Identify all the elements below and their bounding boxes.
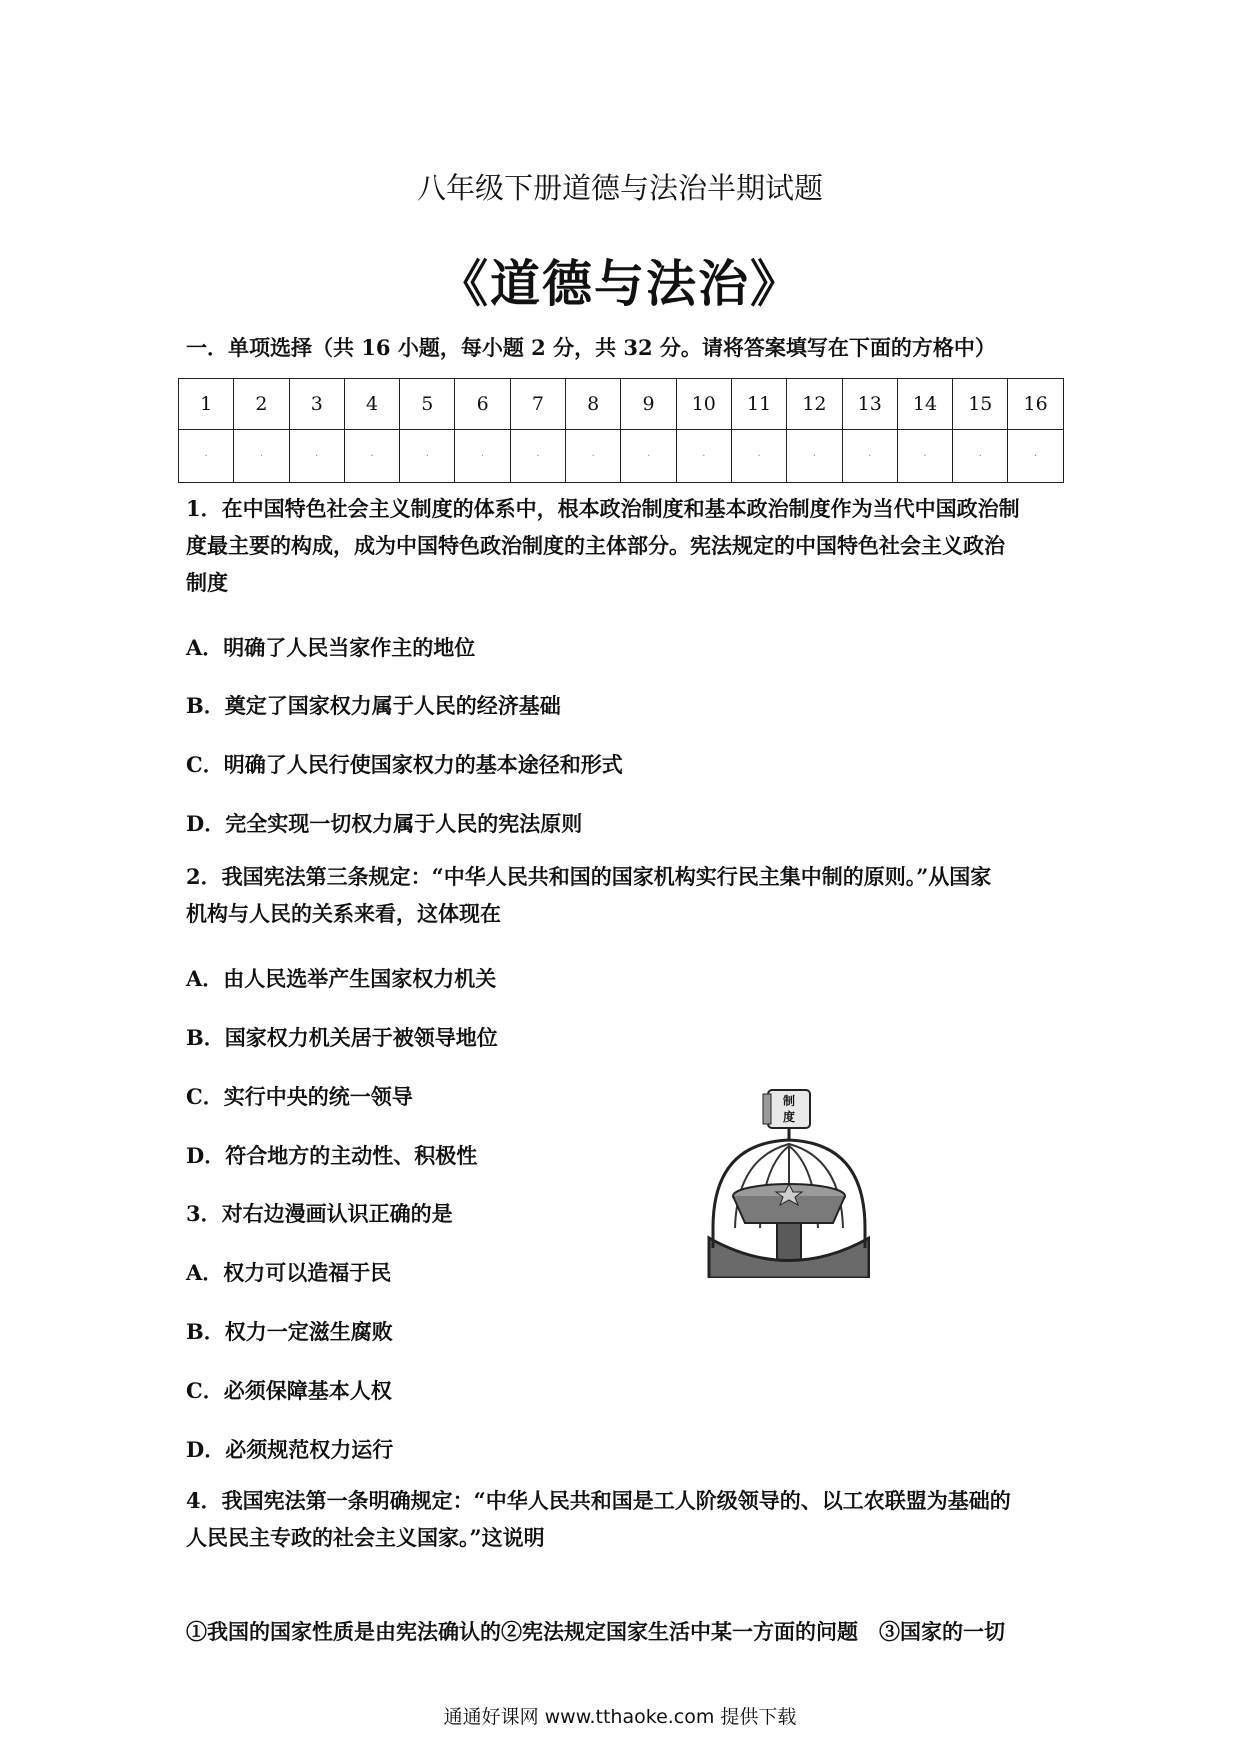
question-3-stem: 3．对右边漫画认识正确的是 xyxy=(186,1201,453,1226)
stem-line: 制度 xyxy=(186,570,228,595)
exam-subtitle: 八年级下册道德与法治半期试题 xyxy=(416,171,823,205)
stem-line: 人民民主专政的社会主义国家。”这说明 xyxy=(186,1525,545,1550)
stem-line: 度最主要的构成，成为中国特色政治制度的主体部分。宪法规定的中国特色社会主义政治 xyxy=(186,533,1005,558)
answer-blank-cell[interactable]: · xyxy=(510,430,565,483)
stem-line: 机构与人民的关系来看，这体现在 xyxy=(186,901,501,926)
answer-number-cell: 12 xyxy=(787,379,842,430)
question-4-stem xyxy=(186,1482,1066,1556)
answer-number-cell: 15 xyxy=(953,379,1008,430)
answer-table-blank-row xyxy=(179,430,1064,483)
question-1-option-a: A．明确了人民当家作主的地位 xyxy=(186,635,476,660)
footer-watermark: 通通好课网 www.tthaoke.com 提供下载 xyxy=(443,1706,797,1728)
stem-line: 2．我国宪法第三条规定：“中华人民共和国的国家机构实行民主集中制的原则。”从国家 xyxy=(186,864,992,889)
section-heading: 一．单项选择（共 16 小题，每小题 2 分，共 32 分。请将答案填写在下面的方格中） xyxy=(186,335,996,360)
answer-number-cell: 3 xyxy=(289,379,344,430)
stem-line: 1．在中国特色社会主义制度的体系中，根本政治制度和基本政治制度作为当代中国政治制 xyxy=(186,496,1020,521)
answer-blank-cell[interactable]: · xyxy=(621,430,676,483)
answer-blank-cell[interactable]: · xyxy=(953,430,1008,483)
answer-number-cell: 4 xyxy=(344,379,399,430)
cartoon-label-2: 度 xyxy=(782,1110,796,1124)
question-2-option-b: B．国家权力机关居于被领导地位 xyxy=(186,1025,498,1050)
answer-number-cell: 9 xyxy=(621,379,676,430)
question-2-option-a: A．由人民选举产生国家权力机关 xyxy=(186,966,497,991)
question-1-option-c: C．明确了人民行使国家权力的基本途径和形式 xyxy=(186,752,623,777)
answer-blank-cell[interactable]: · xyxy=(897,430,952,483)
stem-line: 4．我国宪法第一条明确规定：“中华人民共和国是工人阶级领导的、以工农联盟为基础的 xyxy=(186,1488,1011,1513)
answer-blank-cell[interactable]: · xyxy=(344,430,399,483)
answer-number-cell: 13 xyxy=(842,379,897,430)
question-2-option-c: C．实行中央的统一领导 xyxy=(186,1084,413,1109)
question-1-option-b: B．奠定了国家权力属于人民的经济基础 xyxy=(186,693,561,718)
answer-blank-cell[interactable]: · xyxy=(566,430,621,483)
question-1-stem xyxy=(186,490,1066,601)
answer-number-cell: 2 xyxy=(234,379,289,430)
exam-title: 《道德与法治》 xyxy=(438,254,802,313)
answer-number-cell: 14 xyxy=(897,379,952,430)
question-3-option-d: D．必须规范权力运行 xyxy=(186,1437,394,1462)
answer-table-number-row xyxy=(179,379,1064,430)
answer-blank-cell[interactable]: · xyxy=(731,430,786,483)
answer-number-cell: 7 xyxy=(510,379,565,430)
answer-blank-cell[interactable]: · xyxy=(234,430,289,483)
question-1-option-d: D．完全实现一切权力属于人民的宪法原则 xyxy=(186,811,583,836)
cage-cartoon-image xyxy=(705,1088,870,1278)
answer-blank-cell[interactable]: · xyxy=(179,430,234,483)
answer-blank-cell[interactable]: · xyxy=(289,430,344,483)
answer-number-cell: 1 xyxy=(179,379,234,430)
answer-number-cell: 11 xyxy=(731,379,786,430)
cartoon-label: 制 xyxy=(782,1094,796,1108)
answer-blank-cell[interactable]: · xyxy=(787,430,842,483)
answer-blank-cell[interactable]: · xyxy=(400,430,455,483)
answer-number-cell: 16 xyxy=(1008,379,1063,430)
question-2-stem xyxy=(186,858,1066,932)
answer-blank-cell[interactable]: · xyxy=(842,430,897,483)
answer-number-cell: 8 xyxy=(566,379,621,430)
answer-blank-cell[interactable]: · xyxy=(455,430,510,483)
answer-number-cell: 5 xyxy=(400,379,455,430)
question-4-statements: ①我国的国家性质是由宪法确认的②宪法规定国家生活中某一方面的问题 ③国家的一切 xyxy=(186,1619,1005,1644)
answer-number-cell: 10 xyxy=(676,379,731,430)
answer-table xyxy=(178,378,1064,483)
question-3-option-b: B．权力一定滋生腐败 xyxy=(186,1319,393,1344)
question-2-option-d: D．符合地方的主动性、积极性 xyxy=(186,1143,478,1168)
answer-blank-cell[interactable]: · xyxy=(676,430,731,483)
question-3-option-c: C．必须保障基本人权 xyxy=(186,1378,392,1403)
question-3-option-a: A．权力可以造福于民 xyxy=(186,1260,392,1285)
answer-number-cell: 6 xyxy=(455,379,510,430)
answer-blank-cell[interactable]: · xyxy=(1008,430,1063,483)
